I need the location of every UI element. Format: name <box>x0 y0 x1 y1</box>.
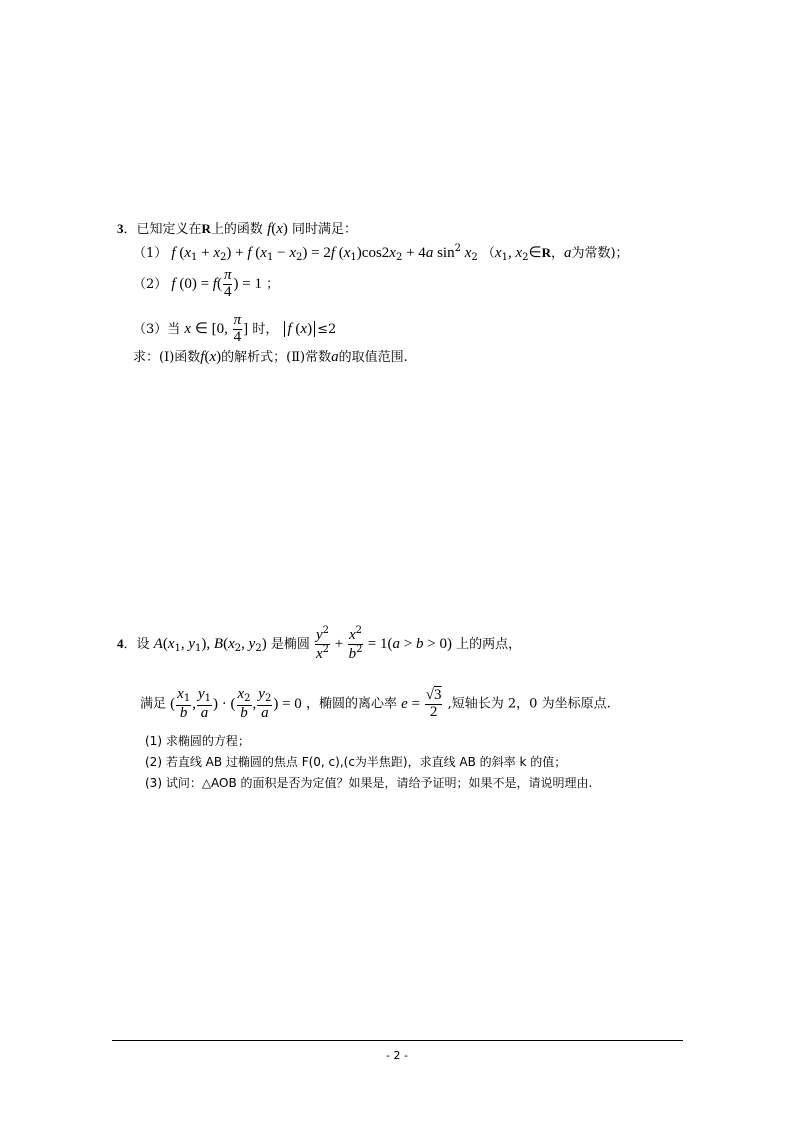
math-fx: f <box>267 221 272 237</box>
math-abs-fx: f (x) <box>282 322 317 337</box>
page-number: - 2 - <box>386 1049 408 1062</box>
math-points-AB: $A(x_1$, $y_1$), $B(x_2$, $y_2$) <box>153 635 267 654</box>
math-interval: x ∈ [0, $\frac{\pi}{4}$ ] <box>184 312 249 345</box>
problem-4-question-3: (3) 试问：△AOB 的面积是否为定值？如果是，请给予证明；如果不是，请说明理由. <box>145 776 593 790</box>
problem-number: 3 <box>117 221 124 236</box>
problem-3-condition-1: （1） f $(x_1 + x_2) + f$ $(x_1 - x_2) = 2f$ $(x_1)\cos 2x_2 + 4a$ $\sin^2 x_2$ （$x_1$, $x_2\in R$，a为常数)； <box>133 243 629 263</box>
problem-3-condition-3: （3）当 x ∈ [0, $\frac{\pi}{4}$ ] 时， f (x) ≤2 <box>133 312 337 345</box>
problem-3-intro: 3．已知定义在R上的函数 f(x) 同时满足： <box>117 221 358 237</box>
math-eccentricity: e = $\frac{√3}{2}$ <box>401 686 442 720</box>
math-f0-equation: f (0) = f( $\frac{\pi}{4}$ ) = 1 <box>171 267 262 300</box>
problem-4-condition: 满足 ( $\frac{x_1}{b}$ , $\frac{y_1}{a}$ ) · ( $\frac{x_2}{b}$ , $\frac{y_2}{a}$ ) = 0 ，椭圆的离心率 e = $\frac{√3}{2}$ ,短轴长为 2，0 为坐标原点. <box>140 686 611 721</box>
problem-4-question-1: (1) 求椭圆的方程； <box>145 734 250 748</box>
math-dot-product: ( $\frac{x_1}{b}$ , $\frac{y_1}{a}$ ) · ( $\frac{x_2}{b}$ , $\frac{y_2}{a}$ ) = 0 <box>170 686 302 721</box>
problem-4-question-2: (2) 若直线 AB 过椭圆的焦点 F(0, c),(c为半焦距)，求直线 AB 的斜率 k 的值； <box>145 755 567 769</box>
problem-number: 4 <box>117 635 124 651</box>
math-functional-equation: f $(x_1 + x_2) + f$ $(x_1 - x_2) = 2f$ $(x_1)\cos 2x_2 + 4a$ $\sin^2 x_2$ <box>171 243 478 263</box>
problem-3-condition-2: （2） f (0) = f( $\frac{\pi}{4}$ ) = 1 ； <box>133 267 280 300</box>
problem-3-question: 求：(Ⅰ)函数f(x)的解析式；(Ⅱ)常数a的取值范围. <box>133 349 408 365</box>
math-ellipse-equation: $\frac{y^2}{x^2}$ + $\frac{x^2}{b^2}$ = 1(a > b > 0) <box>315 625 452 662</box>
footer-divider <box>112 1040 683 1041</box>
problem-4-intro: 4．设 $A(x_1$, $y_1$), $B(x_2$, $y_2$) 是椭圆 $\frac{y^2}{x^2}$ + $\frac{x^2}{b^2}$ = 1(a > b > 0) 上的两点， <box>117 625 522 662</box>
